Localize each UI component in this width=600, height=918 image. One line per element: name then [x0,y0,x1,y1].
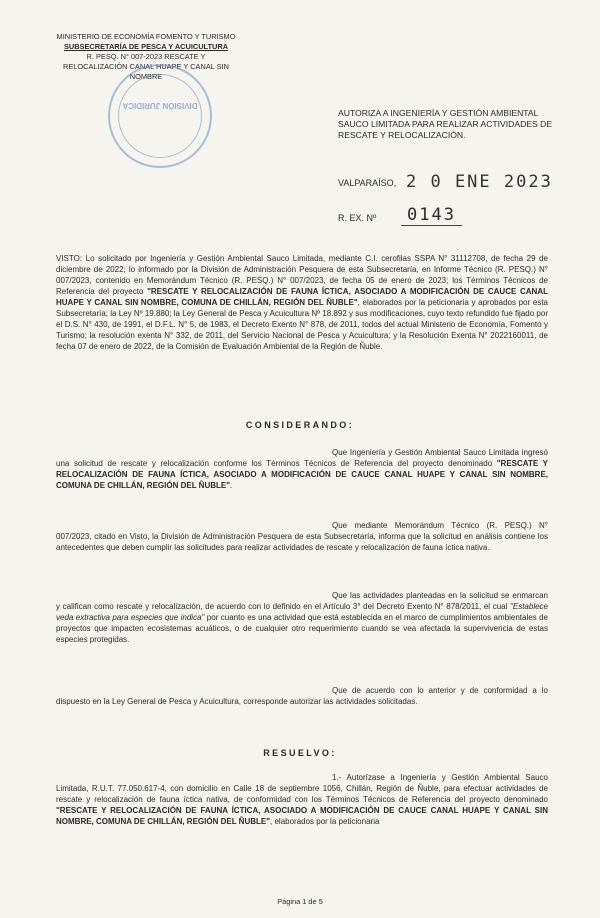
visto-project-name: "RESCATE Y RELOCALIZACIÓN DE FAUNA ÍCTICA, ASOCIADO A MODIFICACIÓN DE CAUCE CANAL HUAPE Y CANAL SIN NOMBRE, COMUNA DE CHILLÁN, REGIÓN DEL ÑUBLE" [56,287,549,307]
c3-text-a: Que las actividades planteadas en la solicitud se enmarcan y califican como rescate y relocalización, de acuerdo con lo definido en el Artículo 3° del Decreto Exento N° 878/2011, el cual [56,591,548,611]
dateline [338,172,578,196]
considerando-heading: CONSIDERANDO: [245,420,355,430]
considerando-paragraph-1 [56,447,548,491]
resuelvo-paragraph-1 [56,772,548,827]
resolution-number-value: 0143 [401,205,462,226]
visto-paragraph [56,253,548,352]
page-number: Página 1 de 5 [277,897,323,906]
dateline-date-stamp: 2 0 ENE 2023 [406,172,553,192]
r1-project-name: "RESCATE Y RELOCALIZACIÓN DE FAUNA ÍCTICA, ASOCIADO A MODIFICACIÓN DE CAUCE CANAL HUAPE Y CANAL SIN NOMBRE, COMUNA DE CHILLÁN, REGIÓN DEL ÑUBLE" [56,806,548,826]
visto-text-1: VISTO: Lo solicitado por Ingeniería y Gestión Ambiental Sauco Limitada, mediante C.I. cerofilas SSPA N° 31112708, de fecha 29 de diciembre de 2022; lo informado por la División de Administración Pesquera de esta Subsecretaría, en Informe Técnico (R. PESQ.) N° 007/2023, contenido en Memorándum Técnico (R. PESQ.) N° 007/2023, de fecha 05 de enero de 2023; los Términos Técnicos de Referencia del proyecto [56,254,548,296]
dateline-place: VALPARAÍSO, [338,178,397,188]
c1-text-a: Que Ingeniería y Gestión Ambiental Sauco Limitada ingresó una solicitud de rescate y relocalización conforme los Términos Técnicos de Referencia del proyecto denominado [56,448,548,468]
resolution-subject: AUTORIZA A INGENIERÍA Y GESTIÓN AMBIENTAL SAUCO LIMITADA PARA REALIZAR ACTIVIDADES DE RESCATE Y RELOCALIZACIÓN. [338,108,553,140]
r1-text-a: 1.- Autorízase a Ingeniería y Gestión Ambiental Sauco Limitada, R.U.T. 77.050.617-4, con domicilio en Calle 18 de septiembre 1056, Chillán, Región de Ñuble, para efectuar actividades de rescate y relocalización de fauna íctica nativa, de conformidad con los Términos Técnicos de Referencia del proyecto denominado [56,773,548,804]
c3-quote: "Establece veda extractiva para especies que indica" [56,602,548,622]
resuelvo-heading: RESUELVO: [263,748,337,758]
subsecretaria-name: SUBSECRETARÍA DE PESCA Y ACUICULTURA [63,42,229,51]
reference-line: R. PESQ. N° 007-2023 RESCATE Y RELOCALIZACIÓN CANAL HUAPE Y CANAL SIN NOMBRE [63,52,229,81]
resolution-number [338,205,538,227]
division-juridica-stamp [108,64,212,168]
visto-text-2: , elaborados por la peticionaria y aprobados por esta Subsecretaría; la Ley Nº 19.880; la Ley General de Pesca y Acuicultura Nº 18.892 y sus modificaciones, cuyo texto refundido fue fijado por el D.S. N° 430, de 1991, el D.F.L. N° 5, de 1983, el Decreto Exento N° 878, de 2011, todos del actual Ministerio de Economía, Fomento y Turismo; la resolución exenta N° 332, de 2011, del Servicio Nacional de Pesca y Acuicultura; y la Resolución Exenta N° 2022160011, de fecha 07 de enero de 2022, de la Comisión de Evaluación Ambiental de la Región de Ñuble. [56,298,548,351]
ministry-name: MINISTERIO DE ECONOMÍA FOMENTO Y TURISMO [56,32,236,41]
c3-text-c: por cuanto es una actividad que está establecida en el marco de cumplimientos ambientales de proyectos que impacten ecosistemas acuáticos, o de cualquier otro requerimiento cuando se vea afectada la supervivencia de estas especies protegidas. [56,613,549,644]
c1-project-name: "RESCATE Y RELOCALIZACIÓN DE FAUNA ÍCTICA, ASOCIADO A MODIFICACIÓN DE CAUCE CANAL HUAPE Y CANAL SIN NOMBRE, COMUNA DE CHILLÁN, REGIÓN DEL ÑUBLE" [56,459,549,490]
considerando-paragraph-4: Que de acuerdo con lo anterior y de conformidad a lo dispuesto en la Ley General de Pesca y Acuicultura, corresponde autorizar las actividades solicitadas. [56,686,548,706]
considerando-paragraph-3 [56,590,548,645]
c1-text-c: . [230,481,233,490]
stamp-text: DIVISIÓN JURÍDICA [122,101,198,110]
considerando-paragraph-2: Que mediante Memorándum Técnico (R. PESQ.) N° 007/2023, citado en Visto, la División de Administración Pesquera de esta Subsecretaría, informa que la solicitud en análisis contiene los antecedentes que deben cumplir las solicitudes para realizar actividades de rescate y relocalización de fauna íctica nativa. [56,521,548,552]
r1-text-c: , elaborados por la peticionaria [270,817,380,826]
resolution-number-label: R. EX. Nº [338,213,377,223]
